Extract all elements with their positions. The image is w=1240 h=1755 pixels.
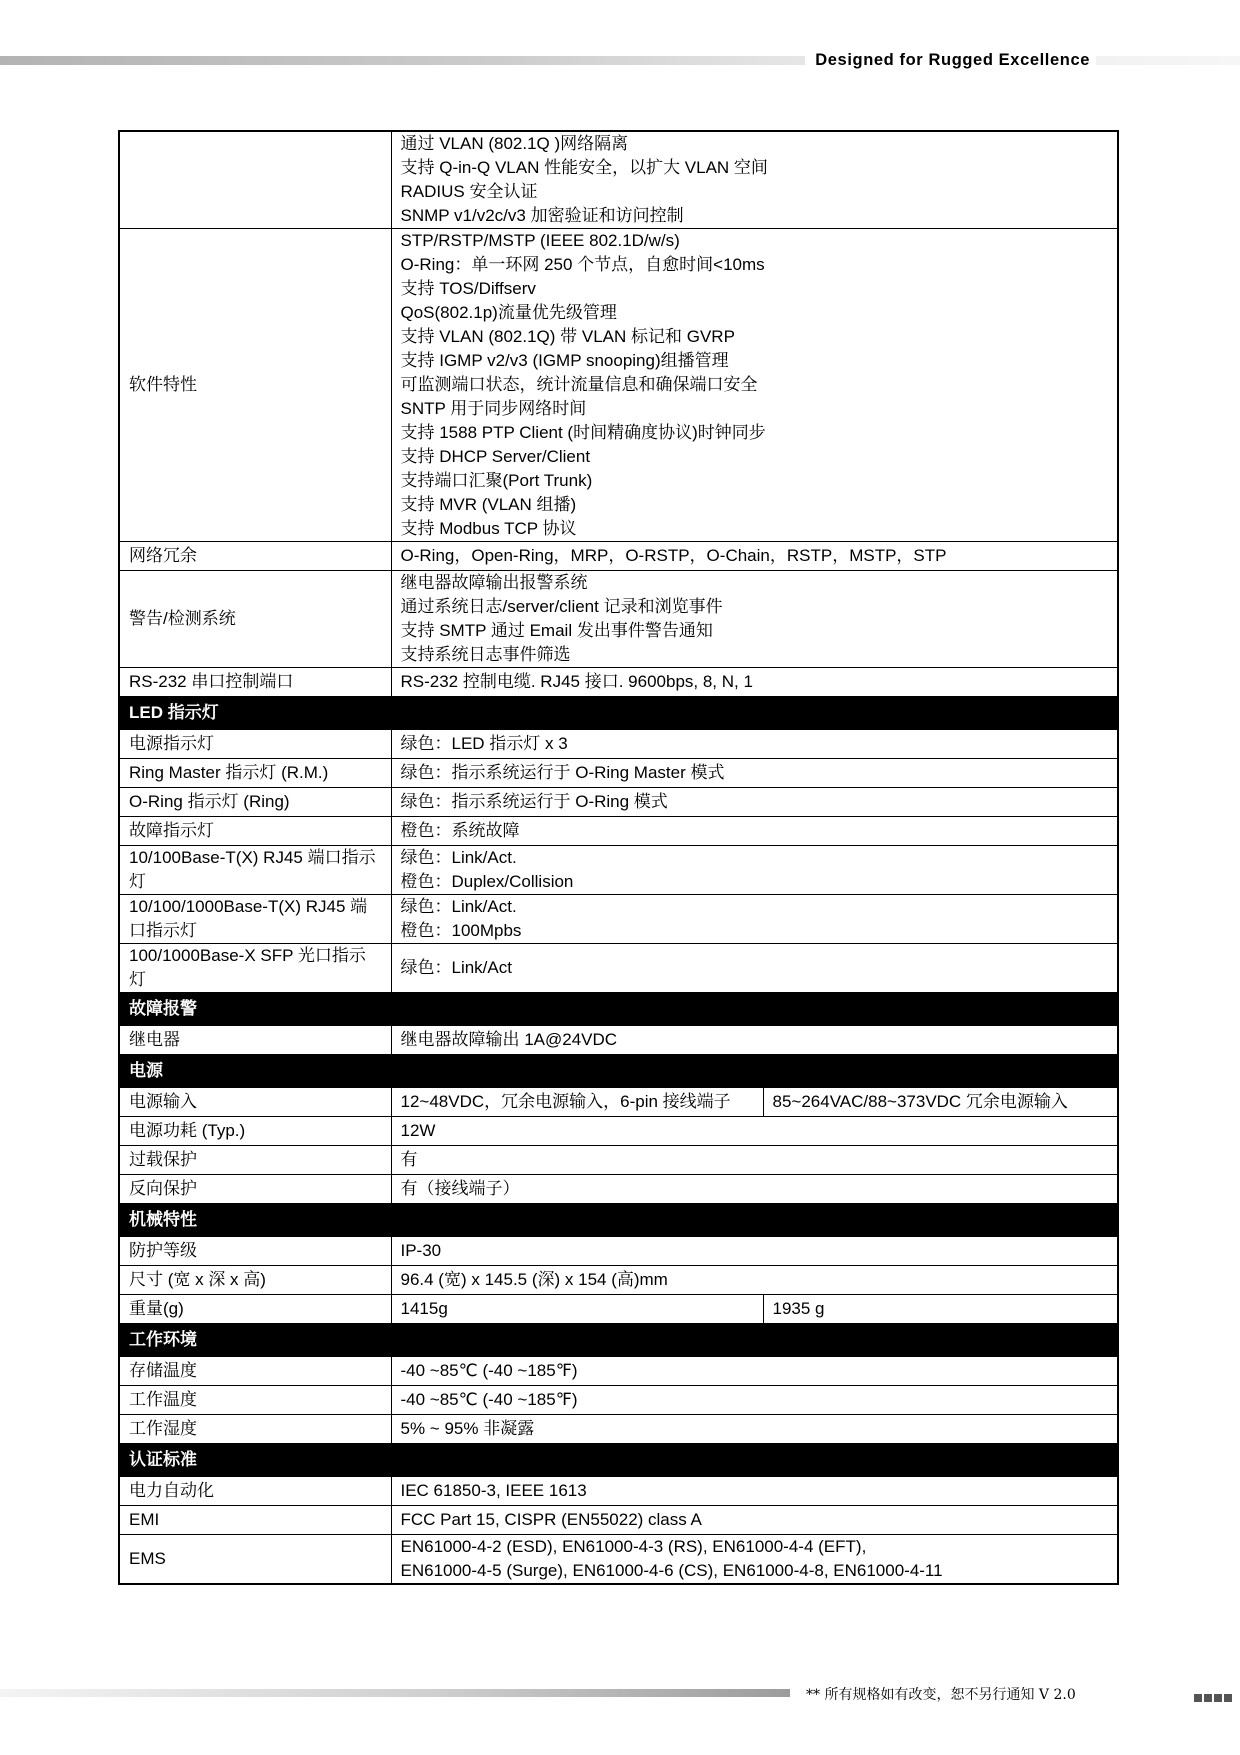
spec-value-line: O-Ring：单一环网 250 个节点，自愈时间<10ms [400, 255, 765, 274]
spec-value-line: 支持 TOS/Diffserv [400, 279, 536, 298]
section-header-row [119, 1204, 1118, 1237]
spec-value-line: RS-232 控制电缆. RJ45 接口. 9600bps, 8, N, 1 [400, 672, 753, 691]
spec-value [391, 131, 1118, 229]
spec-label: 100/1000Base-X SFP 光口指示灯 [119, 944, 391, 993]
spec-value-line: 通过 VLAN (802.1Q )网络隔离 [400, 134, 629, 153]
spec-label: EMS [119, 1535, 391, 1585]
spec-value-line: 支持 SMTP 通过 Email 发出事件警告通知 [400, 621, 713, 640]
spec-row [119, 131, 1118, 229]
spec-value-a: 12~48VDC，冗余电源输入，6-pin 接线端子 [391, 1088, 763, 1117]
spec-row [119, 1175, 1118, 1204]
spec-value-line: RADIUS 安全认证 [400, 182, 538, 201]
section-title: 认证标准 [119, 1444, 1118, 1477]
spec-value-line: 继电器故障输出报警系统 [400, 573, 588, 592]
spec-label: O-Ring 指示灯 (Ring) [119, 788, 391, 817]
spec-value-line: EN61000-4-5 (Surge), EN61000-4-6 (CS), EN61000-4-8, EN61000-4-11 [400, 1561, 943, 1580]
spec-label: EMI [119, 1506, 391, 1535]
section-title: 故障报警 [119, 993, 1118, 1026]
spec-row [119, 1415, 1118, 1444]
spec-table [118, 130, 1119, 1585]
spec-label [119, 131, 391, 229]
spec-row [119, 895, 1118, 944]
spec-value [391, 1026, 1118, 1055]
spec-row [119, 1295, 1118, 1324]
spec-value-line: 可监测端口状态，统计流量信息和确保端口安全 [400, 375, 758, 394]
spec-value [391, 571, 1118, 668]
spec-row [119, 1506, 1118, 1535]
spec-row [119, 730, 1118, 759]
spec-value-line: 12W [400, 1121, 436, 1140]
spec-row [119, 1477, 1118, 1506]
spec-value-line: 支持系统日志事件筛选 [400, 645, 571, 664]
spec-value-line: SNTP 用于同步网络时间 [400, 399, 587, 418]
spec-value [391, 846, 1118, 895]
spec-value-line: 有 [400, 1150, 418, 1169]
spec-value-b: 1935 g [763, 1295, 1118, 1324]
footer-rule [0, 1689, 790, 1697]
section-title: 机械特性 [119, 1204, 1118, 1237]
spec-value-line: 橙色：100Mpbs [400, 921, 522, 940]
spec-value [391, 542, 1118, 571]
spec-value-line: 支持 Q-in-Q VLAN 性能安全，以扩大 VLAN 空间 [400, 158, 768, 177]
spec-value [391, 1357, 1118, 1386]
spec-value [391, 895, 1118, 944]
spec-label: 电源输入 [119, 1088, 391, 1117]
spec-value-line: QoS(802.1p)流量优先级管理 [400, 303, 617, 322]
spec-label: 过载保护 [119, 1146, 391, 1175]
spec-row [119, 788, 1118, 817]
spec-value-line: 绿色：Link/Act. [400, 848, 517, 867]
section-header-row [119, 1055, 1118, 1088]
spec-label: 故障指示灯 [119, 817, 391, 846]
spec-value-line: 96.4 (宽) x 145.5 (深) x 154 (高)mm [400, 1270, 668, 1289]
spec-value-line: SNMP v1/v2c/v3 加密验证和访问控制 [400, 206, 684, 225]
spec-value-line: -40 ~85℃ (-40 ~185℉) [400, 1390, 578, 1409]
section-title: LED 指示灯 [119, 697, 1118, 730]
spec-value-line: EN61000-4-2 (ESD), EN61000-4-3 (RS), EN61000-4-4 (EFT), [400, 1537, 867, 1556]
spec-row [119, 1117, 1118, 1146]
spec-row [119, 1535, 1118, 1585]
spec-label: 工作温度 [119, 1386, 391, 1415]
spec-value-line: FCC Part 15, CISPR (EN55022) class A [400, 1510, 702, 1529]
spec-label: 电源功耗 (Typ.) [119, 1117, 391, 1146]
spec-value-line: 支持 VLAN (802.1Q) 带 VLAN 标记和 GVRP [400, 327, 735, 346]
spec-value-line: 支持 MVR (VLAN 组播) [400, 495, 577, 514]
spec-label: 防护等级 [119, 1237, 391, 1266]
brand-tagline: Designed for Rugged Excellence [805, 48, 1096, 72]
spec-value-line: 绿色：Link/Act. [400, 897, 517, 916]
spec-label: 10/100Base-T(X) RJ45 端口指示灯 [119, 846, 391, 895]
spec-label: 10/100/1000Base-T(X) RJ45 端口指示灯 [119, 895, 391, 944]
spec-value-line: IEC 61850-3, IEEE 1613 [400, 1481, 587, 1500]
spec-row [119, 1237, 1118, 1266]
spec-value-line: 支持 DHCP Server/Client [400, 447, 591, 466]
spec-label: 警告/检测系统 [119, 571, 391, 668]
spec-row [119, 1266, 1118, 1295]
spec-value [391, 1175, 1118, 1204]
spec-label: RS-232 串口控制端口 [119, 668, 391, 697]
spec-value [391, 1266, 1118, 1295]
spec-label: 继电器 [119, 1026, 391, 1055]
spec-value-line: 通过系统日志/server/client 记录和浏览事件 [400, 597, 723, 616]
spec-label: 电力自动化 [119, 1477, 391, 1506]
spec-label: 反向保护 [119, 1175, 391, 1204]
spec-value-line: -40 ~85℃ (-40 ~185℉) [400, 1361, 578, 1380]
spec-row [119, 1386, 1118, 1415]
spec-value-line: O-Ring，Open-Ring，MRP，O-RSTP，O-Chain，RSTP，MSTP，STP [400, 546, 947, 565]
spec-value [391, 1477, 1118, 1506]
spec-value-a: 1415g [391, 1295, 763, 1324]
section-header-row [119, 993, 1118, 1026]
spec-value [391, 1146, 1118, 1175]
spec-label: Ring Master 指示灯 (R.M.) [119, 759, 391, 788]
section-title: 电源 [119, 1055, 1118, 1088]
spec-row [119, 668, 1118, 697]
spec-value [391, 730, 1118, 759]
spec-row [119, 229, 1118, 542]
spec-row [119, 1088, 1118, 1117]
spec-value-line: 绿色：Link/Act [400, 958, 512, 977]
spec-label: 软件特性 [119, 229, 391, 542]
spec-value-line: 继电器故障输出 1A@24VDC [400, 1030, 618, 1049]
spec-row [119, 846, 1118, 895]
spec-value [391, 944, 1118, 993]
spec-value [391, 1117, 1118, 1146]
section-header-row [119, 697, 1118, 730]
footer-squares-decoration [1194, 1689, 1234, 1707]
spec-row [119, 542, 1118, 571]
spec-row [119, 944, 1118, 993]
spec-value-line: 支持 Modbus TCP 协议 [400, 519, 577, 538]
spec-label: 尺寸 (宽 x 深 x 高) [119, 1266, 391, 1295]
spec-label: 重量(g) [119, 1295, 391, 1324]
spec-row [119, 1357, 1118, 1386]
spec-value-line: IP-30 [400, 1241, 442, 1260]
spec-row [119, 1026, 1118, 1055]
spec-row [119, 817, 1118, 846]
spec-value [391, 668, 1118, 697]
spec-value-line: 5% ~ 95% 非凝露 [400, 1419, 535, 1438]
spec-value [391, 229, 1118, 542]
spec-value-line: 橙色：Duplex/Collision [400, 872, 574, 891]
spec-label: 工作湿度 [119, 1415, 391, 1444]
spec-value [391, 1535, 1118, 1585]
spec-value-b: 85~264VAC/88~373VDC 冗余电源输入 [763, 1088, 1118, 1117]
section-title: 工作环境 [119, 1324, 1118, 1357]
spec-value [391, 1506, 1118, 1535]
spec-label: 网络冗余 [119, 542, 391, 571]
section-header-row [119, 1444, 1118, 1477]
spec-value-line: STP/RSTP/MSTP (IEEE 802.1D/w/s) [400, 231, 680, 250]
spec-value [391, 1237, 1118, 1266]
spec-table-wrapper [118, 130, 1117, 1585]
spec-value-line: 绿色：指示系统运行于 O-Ring 模式 [400, 792, 668, 811]
spec-label: 电源指示灯 [119, 730, 391, 759]
spec-value-line: 橙色：系统故障 [400, 821, 520, 840]
spec-value-line: 绿色：LED 指示灯 x 3 [400, 734, 568, 753]
footer-note: ** 所有规格如有改变，恕不另行通知 V 2.0 [806, 1687, 1076, 1703]
spec-table-body [119, 131, 1118, 1584]
spec-value-line: 有（接线端子） [400, 1179, 520, 1198]
spec-value [391, 1415, 1118, 1444]
spec-row [119, 759, 1118, 788]
spec-value-line: 绿色：指示系统运行于 O-Ring Master 模式 [400, 763, 725, 782]
spec-value-line: 支持 1588 PTP Client (时间精确度协议)时钟同步 [400, 423, 766, 442]
spec-row [119, 1146, 1118, 1175]
section-header-row [119, 1324, 1118, 1357]
spec-value [391, 817, 1118, 846]
spec-value [391, 788, 1118, 817]
spec-label: 存储温度 [119, 1357, 391, 1386]
spec-value-line: 支持端口汇聚(Port Trunk) [400, 471, 593, 490]
spec-value [391, 759, 1118, 788]
spec-value [391, 1386, 1118, 1415]
spec-row [119, 571, 1118, 668]
spec-value-line: 支持 IGMP v2/v3 (IGMP snooping)组播管理 [400, 351, 729, 370]
